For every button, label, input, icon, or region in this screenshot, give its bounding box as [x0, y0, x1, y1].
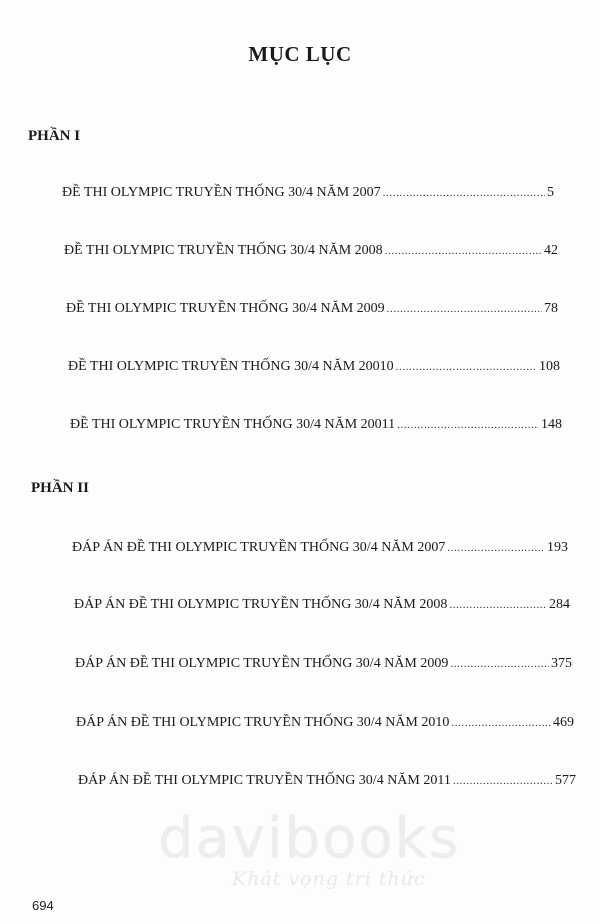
toc-entry-page: 577 [555, 773, 576, 788]
toc-leader-dots [383, 187, 545, 199]
toc-entry-label: ĐÁP ÁN ĐỀ THI OLYMPIC TRUYỀN THỐNG 30/4 NĂM 2010 [76, 715, 450, 730]
toc-entry-label: ĐÁP ÁN ĐỀ THI OLYMPIC TRUYỀN THỐNG 30/4 NĂM 2011 [78, 773, 451, 788]
toc-leader-dots [447, 542, 545, 554]
toc-entry-label: ĐÁP ÁN ĐỀ THI OLYMPIC TRUYỀN THỐNG 30/4 NĂM 2009 [75, 656, 449, 671]
toc-entry [74, 597, 570, 613]
toc-leader-dots [449, 599, 547, 611]
toc-entry-page: 469 [553, 715, 574, 730]
toc-entry [78, 773, 576, 789]
toc-entry [76, 715, 574, 731]
page-number: 694 [32, 898, 54, 913]
part-heading-2: PHẦN II [31, 480, 89, 496]
watermark-tagline: Khát vọng tri thức [232, 868, 426, 890]
toc-entry-page: 148 [541, 417, 562, 432]
toc-entry [64, 243, 558, 259]
toc-entry-label: ĐỀ THI OLYMPIC TRUYỀN THỐNG 30/4 NĂM 2008 [64, 243, 383, 258]
toc-entry-label: ĐÁP ÁN ĐỀ THI OLYMPIC TRUYỀN THỐNG 30/4 NĂM 2007 [72, 540, 446, 555]
toc-entry [75, 656, 572, 672]
toc-leader-dots [450, 658, 549, 670]
toc-leader-dots [387, 303, 542, 315]
toc-entry-label: ĐỀ THI OLYMPIC TRUYỀN THỐNG 30/4 NĂM 2009 [66, 301, 385, 316]
toc-entry [72, 540, 568, 556]
toc-leader-dots [385, 245, 542, 257]
toc-leader-dots [451, 717, 551, 729]
toc-entry-page: 193 [547, 540, 568, 555]
toc-entry-page: 78 [544, 301, 558, 316]
toc-entry [70, 417, 562, 433]
part-heading-1: PHẦN I [28, 128, 81, 144]
page-title: MỤC LỤC [248, 42, 352, 66]
toc-entry-page: 5 [547, 185, 554, 200]
toc-entry-page: 284 [549, 597, 570, 612]
toc-entry [68, 359, 560, 375]
toc-entry-page: 42 [544, 243, 558, 258]
toc-leader-dots [397, 419, 539, 431]
toc-entry-label: ĐỀ THI OLYMPIC TRUYỀN THỐNG 30/4 NĂM 20010 [68, 359, 394, 374]
toc-entry-label: ĐÁP ÁN ĐỀ THI OLYMPIC TRUYỀN THỐNG 30/4 NĂM 2008 [74, 597, 448, 612]
toc-entry [62, 185, 554, 201]
watermark-brand: davibooks [158, 806, 461, 871]
toc-entry-page: 108 [539, 359, 560, 374]
toc-leader-dots [453, 775, 553, 787]
toc-entry-label: ĐỀ THI OLYMPIC TRUYỀN THỐNG 30/4 NĂM 2007 [62, 185, 381, 200]
toc-entry [66, 301, 558, 317]
toc-leader-dots [396, 361, 537, 373]
toc-entry-label: ĐỀ THI OLYMPIC TRUYỀN THỐNG 30/4 NĂM 20011 [70, 417, 396, 432]
toc-entry-page: 375 [551, 656, 572, 671]
